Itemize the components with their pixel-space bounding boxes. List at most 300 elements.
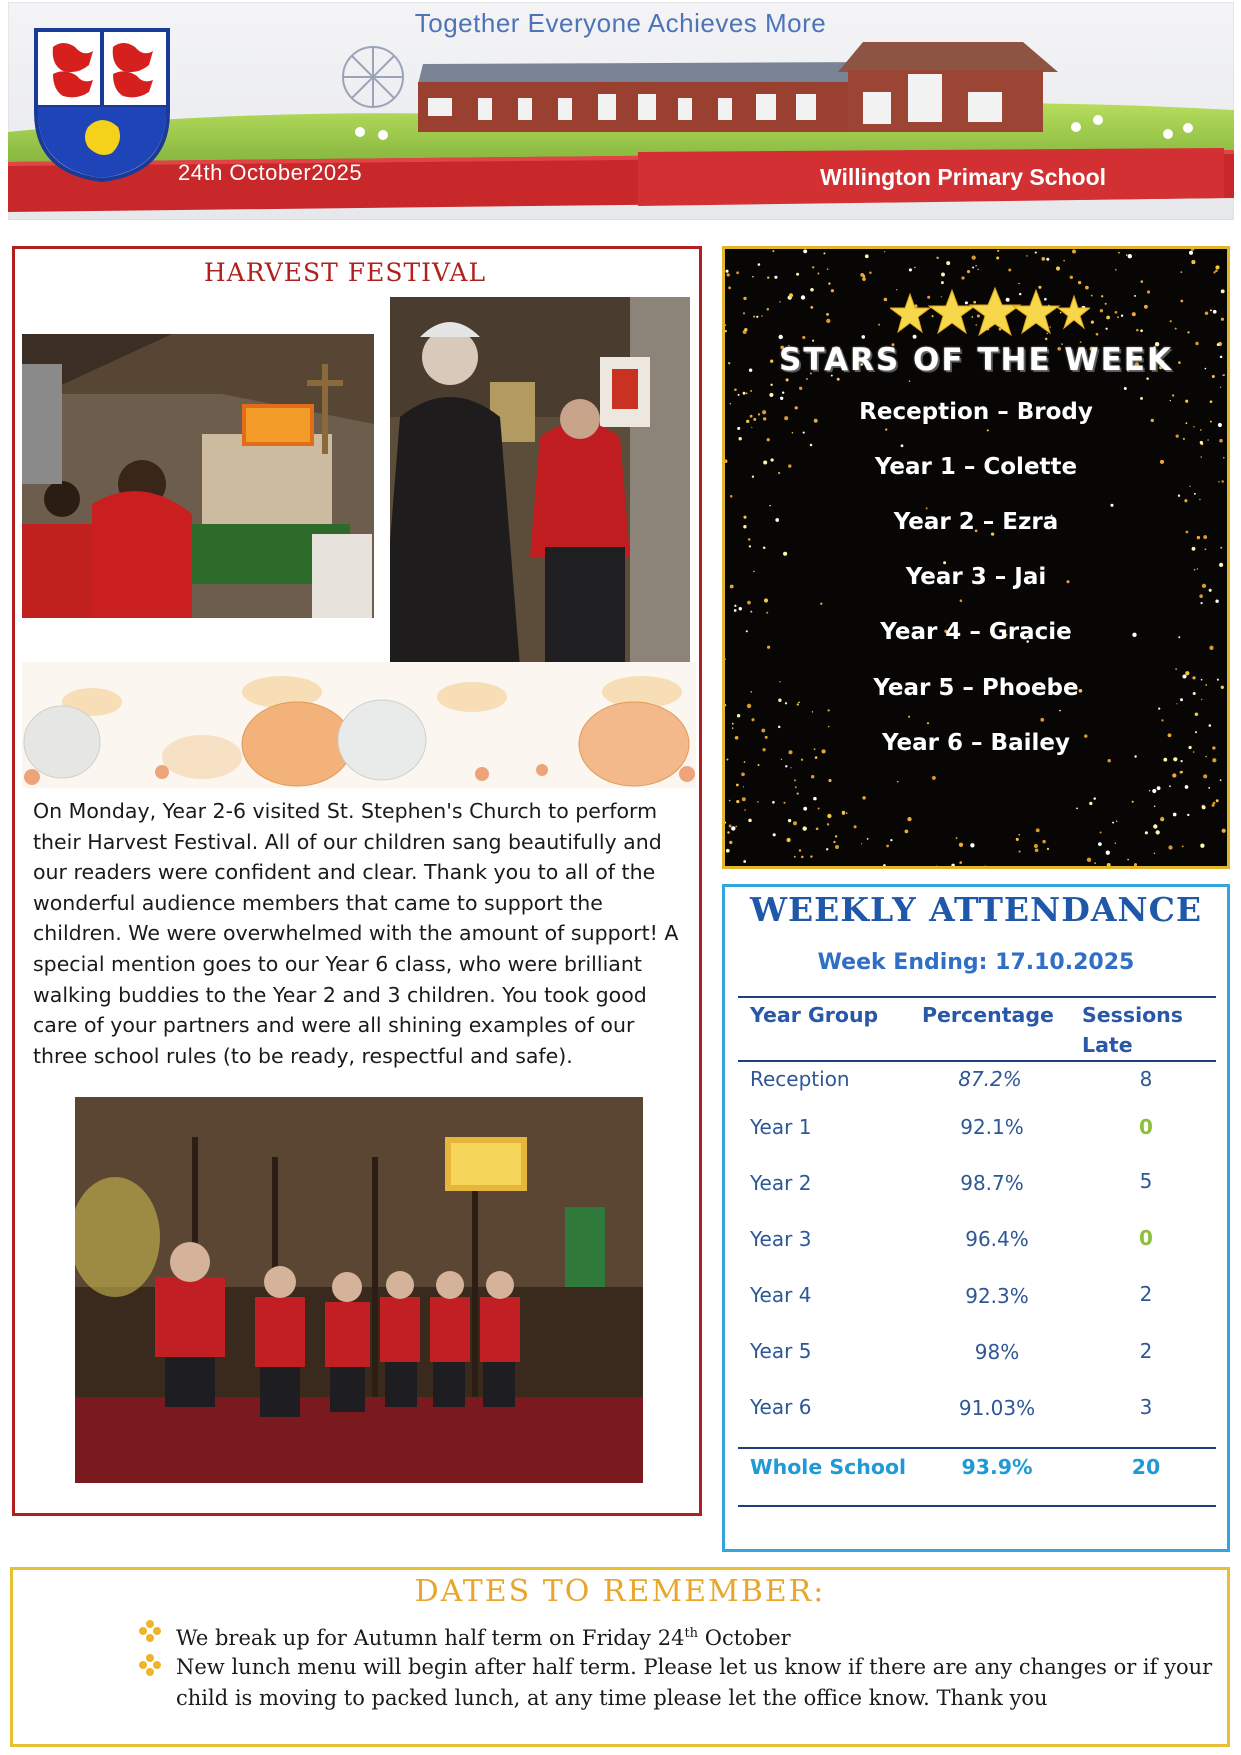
sparkle-dot <box>1076 808 1078 810</box>
sparkle-dot <box>1078 281 1081 284</box>
sparkle-dot <box>1149 790 1150 791</box>
sparkle-dot <box>1216 799 1219 802</box>
sparkle-dot <box>997 250 999 252</box>
sparkle-dot <box>1193 426 1195 428</box>
sparkle-dot <box>1115 269 1117 271</box>
sparkle-dot <box>820 603 822 605</box>
sparkle-dot <box>1180 271 1182 273</box>
sparkle-dot <box>1218 481 1219 482</box>
sparkle-dot <box>884 251 885 252</box>
sparkle-dot <box>801 295 805 299</box>
sparkle-dot <box>1180 300 1183 303</box>
sparkle-dot <box>1089 802 1092 805</box>
sparkle-dot <box>1132 312 1136 316</box>
table-row-late: 0 <box>1139 1226 1153 1250</box>
sparkle-dot <box>781 759 782 760</box>
sparkle-dot <box>878 324 880 326</box>
sparkle-dot <box>810 288 814 292</box>
sparkle-dot <box>1101 295 1103 297</box>
sparkle-dot <box>802 336 805 339</box>
sparkle-dot <box>764 598 768 602</box>
sparkle-dot <box>1195 713 1199 717</box>
sparkle-dot <box>823 252 825 254</box>
date-item-lunch-menu: New lunch menu will begin after half term. Please let us know if there are any changes or if your child is moving to packed lunch, at any time please let the office know. Thank you <box>176 1655 1213 1710</box>
sparkle-dot <box>1221 318 1224 321</box>
sparkle-dot <box>1019 834 1020 835</box>
sparkle-dot <box>810 306 813 309</box>
sparkle-dot <box>1156 830 1160 834</box>
sparkle-dot <box>936 257 938 259</box>
sparkle-dot <box>1132 801 1134 803</box>
sparkle-dot <box>803 826 807 830</box>
table-row-percentage: 87.2% <box>958 1067 1022 1091</box>
sparkle-dot <box>1128 254 1132 258</box>
sparkle-dot <box>1134 863 1137 866</box>
sparkle-dot <box>1124 387 1127 390</box>
sparkle-dot <box>975 265 976 266</box>
sparkle-dot <box>1180 760 1182 762</box>
sparkle-dot <box>1018 283 1020 285</box>
sparkle-dot <box>810 444 813 447</box>
date-item-half-term <box>176 1618 1216 1654</box>
photo-vicar-and-child <box>390 297 690 667</box>
sparkle-dot <box>1154 805 1155 806</box>
sparkle-dot <box>1191 260 1195 264</box>
sparkle-dot <box>752 276 754 278</box>
sparkle-dot <box>1034 844 1038 848</box>
sparkle-dot <box>801 759 803 761</box>
sparkle-dot <box>1220 779 1222 781</box>
sparkle-dot <box>1163 758 1167 762</box>
sparkle-dot <box>827 814 831 818</box>
sparkle-dot <box>1212 804 1215 807</box>
sparkle-dot <box>1176 703 1177 704</box>
sparkle-dot <box>736 800 739 803</box>
sparkle-dot <box>757 801 758 802</box>
sparkle-dot <box>1173 757 1177 761</box>
sparkle-dot <box>812 711 813 712</box>
sparkle-dot <box>725 704 726 706</box>
sparkle-dot <box>865 254 869 258</box>
sparkle-dot <box>1126 254 1128 256</box>
sparkle-dot <box>1187 331 1189 333</box>
sparkle-dot <box>1094 862 1096 864</box>
sparkle-dot <box>1019 851 1021 853</box>
diamond-bullet-icon <box>138 1619 162 1643</box>
sparkle-dot <box>1134 295 1136 297</box>
date-item-half-term-ordinal: th <box>684 1626 699 1641</box>
attendance-total-group: Whole School <box>750 1455 907 1479</box>
sparkle-dot <box>766 612 768 614</box>
sparkle-dot <box>729 800 731 802</box>
sparkle-dot <box>813 797 817 801</box>
sparkle-dot <box>1144 305 1148 309</box>
sparkle-dot <box>1182 845 1184 847</box>
sparkle-dot <box>1200 602 1202 604</box>
sparkle-dot <box>737 714 740 717</box>
sparkle-dot <box>731 826 735 830</box>
sparkle-dot <box>778 726 781 729</box>
sparkle-dot <box>751 718 754 721</box>
sparkle-dot <box>743 392 746 395</box>
photo-church-interior <box>22 334 374 618</box>
sparkle-dot <box>941 273 945 277</box>
sparkle-dot <box>932 776 936 780</box>
table-row-group: Year 2 <box>750 1171 812 1195</box>
sparkle-dot <box>794 779 796 781</box>
sparkle-dot <box>1140 329 1143 332</box>
sparkle-dot <box>1173 813 1177 817</box>
sparkle-dot <box>742 797 746 801</box>
sparkle-dot <box>1187 814 1189 816</box>
star-year-6: Year 6 – Bailey <box>882 730 1070 756</box>
sparkle-dot <box>769 505 770 506</box>
sparkle-dot <box>1215 265 1219 269</box>
sparkle-dot <box>977 269 979 271</box>
sparkle-dot <box>1221 289 1225 293</box>
sparkle-dot <box>927 722 929 724</box>
date-item-half-term-month: October <box>698 1626 791 1650</box>
sparkle-dot <box>970 843 974 847</box>
sparkle-dot <box>743 297 746 300</box>
sparkle-dot <box>1172 394 1174 396</box>
table-row-percentage: 98% <box>974 1340 1020 1364</box>
attendance-total-top-rule <box>738 1447 1216 1449</box>
sparkle-dot <box>846 812 847 813</box>
sparkle-dot <box>883 864 886 867</box>
sparkle-dot <box>798 701 800 703</box>
sparkle-dot <box>909 268 912 271</box>
attendance-header-top-rule <box>738 996 1216 998</box>
sparkle-dot <box>736 271 739 274</box>
sparkle-dot <box>1213 271 1215 273</box>
sparkle-dot <box>1220 387 1221 388</box>
sparkle-dot <box>772 801 775 804</box>
sparkle-dot <box>817 273 819 275</box>
sparkle-dot <box>1121 315 1123 317</box>
sparkle-dot <box>936 866 938 868</box>
sparkle-dot <box>1047 848 1049 850</box>
sparkle-dot <box>842 811 846 815</box>
sparkle-dot <box>959 861 962 864</box>
sparkle-dot <box>795 786 797 788</box>
sparkle-dot <box>1158 707 1160 709</box>
table-row-group: Year 5 <box>750 1339 812 1363</box>
sparkle-dot <box>725 324 726 325</box>
sparkle-dot <box>744 328 747 331</box>
sparkle-dot <box>1035 252 1037 254</box>
table-row-late: 5 <box>1139 1169 1153 1193</box>
sparkle-dot <box>905 830 909 834</box>
sparkle-dot <box>1161 719 1163 721</box>
sparkle-dot <box>1205 756 1206 757</box>
sparkle-dot <box>794 856 796 858</box>
sparkle-dot <box>770 384 772 386</box>
sparkle-dot <box>1220 547 1222 549</box>
sparkle-dot <box>786 378 789 381</box>
sparkle-dot <box>1168 845 1172 849</box>
sparkle-dot <box>1091 321 1094 324</box>
sparkle-dot <box>1145 831 1148 834</box>
sparkle-dot <box>769 393 773 397</box>
sparkle-dot <box>1189 251 1193 255</box>
dates-title: DATES TO REMEMBER: <box>414 1574 826 1609</box>
sparkle-dot <box>783 552 787 556</box>
sparkle-dot <box>757 764 759 766</box>
sparkle-dot <box>729 825 732 828</box>
sparkle-dot <box>744 809 746 811</box>
sparkle-dot <box>835 835 837 837</box>
sparkle-dot <box>797 703 799 705</box>
sparkle-dot <box>735 826 737 828</box>
sparkle-dot <box>1194 493 1196 495</box>
sparkle-dot <box>1210 309 1212 311</box>
sparkle-dot <box>801 856 804 859</box>
sparkle-dot <box>827 709 829 711</box>
sparkle-dot <box>897 781 898 782</box>
sparkle-dot <box>767 308 770 311</box>
table-row-group: Year 6 <box>750 1395 812 1419</box>
newsletter-date: 24th October2025 <box>178 160 363 185</box>
sparkle-dot <box>782 392 784 394</box>
sparkle-dot <box>792 432 793 433</box>
diamond-bullet-icon <box>138 1653 162 1677</box>
sparkle-dot <box>1100 309 1103 312</box>
sparkle-dot <box>1181 771 1183 773</box>
sparkle-dot <box>750 611 752 613</box>
sparkle-dot <box>734 388 737 391</box>
sparkle-dot <box>1208 787 1210 789</box>
sparkle-dot <box>826 313 829 316</box>
sparkle-dot <box>967 270 970 273</box>
sparkle-dot <box>812 266 814 268</box>
sparkle-dot <box>901 444 904 447</box>
sparkle-dot <box>1154 853 1155 854</box>
sparkle-dot <box>767 276 769 278</box>
sparkle-dot <box>1063 260 1065 262</box>
sparkle-dot <box>1183 438 1185 440</box>
sparkle-dot <box>749 545 751 547</box>
sparkle-dot <box>1192 547 1196 551</box>
table-row-late: 0 <box>1139 1115 1153 1139</box>
sparkle-dot <box>734 609 737 612</box>
sparkle-dot <box>862 277 866 281</box>
pumpkin-border-graphic <box>22 662 696 788</box>
sparkle-dot <box>1207 439 1208 440</box>
sparkle-dot <box>772 250 774 252</box>
stars-title: STARS OF THE WEEK <box>779 342 1173 378</box>
school-name: Willington Primary School <box>820 164 1107 190</box>
sparkle-dot <box>799 387 802 390</box>
sparkle-dot <box>726 273 729 276</box>
sparkle-dot <box>739 607 742 610</box>
star-year-1: Year 1 – Colette <box>874 454 1078 480</box>
sparkle-dot <box>1041 257 1045 261</box>
sparkle-dot <box>797 792 799 794</box>
sparkle-dot <box>1172 773 1176 777</box>
sparkle-dot <box>972 266 974 268</box>
sparkle-dot <box>1222 829 1226 833</box>
sparkle-dot <box>1209 646 1213 650</box>
sparkle-dot <box>1127 859 1128 860</box>
table-row-late: 3 <box>1139 1395 1153 1419</box>
sparkle-dot <box>854 825 857 828</box>
sparkle-dot <box>1026 255 1028 257</box>
sparkle-dot <box>1203 535 1207 539</box>
table-row-late: 8 <box>1139 1067 1153 1091</box>
sparkle-dot <box>815 756 818 759</box>
sparkle-dot <box>751 427 752 428</box>
sparkle-dot <box>803 432 805 434</box>
sparkle-dot <box>828 726 830 728</box>
sparkle-dot <box>741 772 745 776</box>
sparkle-dot <box>1215 600 1218 603</box>
sparkle-dot <box>803 249 807 253</box>
sparkle-dot <box>1178 494 1180 496</box>
stars-icon <box>890 286 1090 342</box>
sparkle-dot <box>744 761 746 763</box>
sparkle-dot <box>1213 310 1217 314</box>
sparkle-dot <box>1161 817 1164 820</box>
sparkle-dot <box>816 827 819 830</box>
sparkle-dot <box>908 716 910 718</box>
sparkle-dot <box>833 841 835 843</box>
table-row-percentage: 98.7% <box>960 1171 1024 1195</box>
sparkle-dot <box>725 330 727 332</box>
sparkle-dot <box>725 659 726 660</box>
table-row-group: Year 3 <box>750 1227 812 1251</box>
sparkle-dot <box>734 605 736 607</box>
sparkle-dot <box>743 312 745 314</box>
sparkle-dot <box>885 428 887 430</box>
attendance-header-sessions: Sessions <box>1082 1003 1183 1027</box>
sparkle-dot <box>1197 536 1200 539</box>
sparkle-dot <box>783 802 785 804</box>
sparkle-dot <box>1147 290 1150 293</box>
sparkle-dot <box>907 817 911 821</box>
sparkle-dot <box>828 779 831 782</box>
sparkle-dot <box>827 823 829 825</box>
sparkle-dot <box>739 437 742 440</box>
sparkle-dot <box>790 767 791 768</box>
sparkle-dot <box>767 438 770 441</box>
table-row-percentage: 92.3% <box>965 1284 1029 1308</box>
sparkle-dot <box>941 281 944 284</box>
photo-children-performing <box>75 1097 643 1483</box>
sparkle-dot <box>909 380 911 382</box>
sparkle-dot <box>785 765 787 767</box>
sparkle-dot <box>747 704 751 708</box>
sparkle-dot <box>1116 820 1118 822</box>
sparkle-dot <box>1096 333 1099 336</box>
sparkle-dot <box>727 831 729 833</box>
sparkle-dot <box>732 727 733 728</box>
sparkle-dot <box>779 301 780 302</box>
date-item-half-term-text: We break up for Autumn half term on Friday 24 <box>176 1626 685 1650</box>
sparkle-dot <box>826 319 830 323</box>
table-row-percentage: 96.4% <box>965 1227 1029 1251</box>
sparkle-dot <box>788 819 791 822</box>
sparkle-dot <box>789 293 793 297</box>
sparkle-dot <box>1209 724 1212 727</box>
sparkle-dot <box>737 427 740 430</box>
sparkle-dot <box>1072 250 1076 254</box>
sparkle-dot <box>1140 280 1143 283</box>
sparkle-dot <box>1200 844 1204 848</box>
sparkle-dot <box>862 796 866 800</box>
sparkle-dot <box>1117 316 1119 318</box>
sparkle-dot <box>767 646 770 649</box>
sparkle-dot <box>746 392 748 394</box>
sparkle-dot <box>1008 269 1011 272</box>
sparkle-dot <box>831 289 834 292</box>
sparkle-dot <box>1205 548 1207 550</box>
sparkle-dot <box>1215 269 1218 272</box>
sparkle-dot <box>779 335 783 339</box>
sparkle-dot <box>861 843 862 844</box>
sparkle-dot <box>748 538 751 541</box>
sparkle-dot <box>736 784 739 787</box>
school-motto: Together Everyone Achieves More <box>414 8 827 38</box>
sparkle-dot <box>726 759 728 761</box>
sparkle-dot <box>725 822 726 824</box>
sparkle-dot <box>786 838 790 842</box>
attendance-week-ending: Week Ending: 17.10.2025 <box>817 950 1135 975</box>
table-row-late: 2 <box>1139 1339 1153 1363</box>
sparkle-dot <box>1157 786 1161 790</box>
sparkle-dot <box>884 298 888 302</box>
sparkle-dot <box>861 335 865 339</box>
sparkle-dot <box>1106 851 1110 855</box>
sparkle-dot <box>1202 805 1206 809</box>
sparkle-dot <box>1100 832 1102 834</box>
sparkle-dot <box>1106 316 1110 320</box>
sparkle-dot <box>1112 822 1114 824</box>
sparkle-dot <box>946 261 950 265</box>
sparkle-dot <box>867 838 869 840</box>
sparkle-dot <box>837 378 840 381</box>
sparkle-dot <box>758 263 761 266</box>
sparkle-dot <box>793 821 797 825</box>
sparkle-dot <box>1035 848 1039 852</box>
sparkle-dot <box>773 833 776 836</box>
table-row-group: Reception <box>750 1067 850 1091</box>
harvest-title: HARVEST FESTIVAL <box>203 258 487 287</box>
sparkle-dot <box>799 849 801 851</box>
attendance-title: WEEKLY ATTENDANCE <box>749 890 1203 929</box>
star-year-2: Year 2 – Ezra <box>893 509 1059 535</box>
sparkle-dot <box>987 429 989 431</box>
attendance-header-percentage: Percentage <box>922 1003 1054 1027</box>
sparkle-dot <box>1169 785 1171 787</box>
sparkle-dot <box>796 273 799 276</box>
sparkle-dot <box>726 849 730 853</box>
sparkle-dot <box>1185 785 1189 789</box>
sparkle-dot <box>1105 303 1107 305</box>
sparkle-dot <box>738 394 740 396</box>
sparkle-dot <box>1153 824 1157 828</box>
sparkle-dot <box>750 390 752 392</box>
attendance-header-bottom-rule <box>738 1060 1216 1062</box>
sparkle-dot <box>1152 789 1156 793</box>
sparkle-dot <box>914 267 915 268</box>
sparkle-dot <box>1115 311 1118 314</box>
sparkle-dot <box>959 843 963 847</box>
sparkle-dot <box>753 316 755 318</box>
sparkle-dot <box>1107 759 1110 762</box>
sparkle-dot <box>972 255 976 259</box>
sparkle-dot <box>1199 594 1203 598</box>
